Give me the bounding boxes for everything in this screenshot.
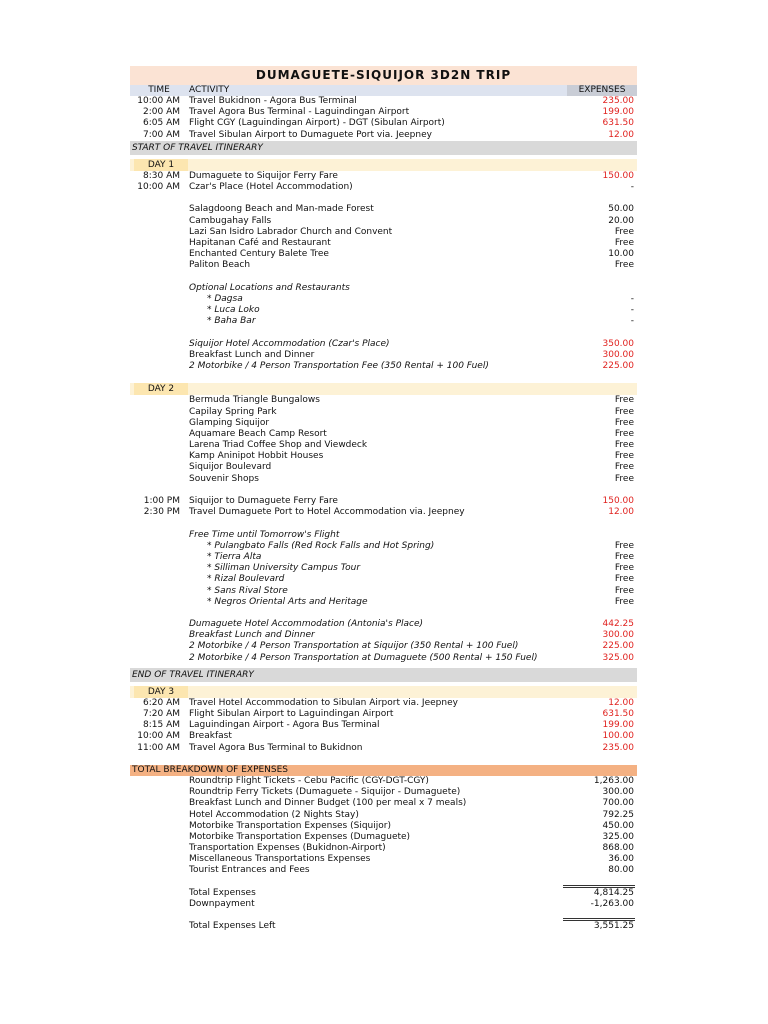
row-activity: Dumaguete to Siquijor Ferry Fare: [189, 170, 338, 181]
itinerary-row: [130, 821, 637, 832]
row-amount: -: [630, 316, 634, 327]
itinerary-row: [130, 574, 637, 585]
itinerary-row: [130, 96, 637, 107]
row-activity: * Sans Rival Store: [207, 585, 288, 596]
row-time: 10:00 AM: [137, 731, 180, 742]
itinerary-row: [130, 118, 637, 129]
row-amount: 235.00: [602, 96, 634, 106]
row-amount: 225.00: [602, 641, 634, 652]
sheet-title: DUMAGUETE-SIQUIJOR 3D2N TRIP: [130, 66, 637, 85]
row-activity: Siquijor to Dumaguete Ferry Fare: [189, 496, 338, 506]
time-header: TIME: [148, 85, 170, 95]
itinerary-row: [130, 854, 637, 865]
row-amount: 12.00: [608, 697, 634, 708]
row-time: 10:00 AM: [137, 96, 180, 106]
start-itinerary-banner: START OF TRAVEL ITINERARY: [130, 141, 637, 155]
day2-header: [130, 383, 637, 395]
itinerary-row: [130, 238, 637, 249]
row-activity: Travel Dumaguete Port to Hotel Accommodation via. Jeepney: [189, 507, 465, 518]
row-amount: 100.00: [602, 731, 634, 742]
itinerary-row: [130, 407, 637, 418]
row-amount: Free: [614, 406, 634, 417]
row-time: 8:15 AM: [143, 720, 180, 731]
row-amount: 10.00: [608, 249, 634, 260]
row-amount: Free: [614, 574, 634, 585]
row-time: 6:20 AM: [143, 697, 180, 708]
row-activity: Enchanted Century Balete Tree: [189, 249, 329, 260]
row-activity: Capilay Spring Park: [189, 406, 277, 417]
day1-optional-list: [130, 294, 637, 328]
itinerary-row: [130, 171, 637, 182]
row-time: 6:05 AM: [143, 118, 180, 129]
row-amount: 700.00: [602, 798, 634, 809]
total-left-label: Total Expenses Left: [189, 921, 276, 932]
day2-costs-list: [130, 619, 637, 664]
row-amount: -: [630, 293, 634, 304]
day1-optional-heading: Optional Locations and Restaurants: [189, 282, 350, 293]
row-activity: Siquijor Hotel Accommodation (Czar's Place): [189, 338, 390, 349]
row-activity: * Tierra Alta: [207, 551, 262, 562]
row-time: 2:00 AM: [143, 107, 180, 118]
row-amount: Free: [614, 451, 634, 462]
row-activity: Travel Agora Bus Terminal to Bukidnon: [189, 742, 363, 753]
row-activity: Transportation Expenses (Bukidnon-Airport): [189, 843, 386, 854]
itinerary-row: [130, 204, 637, 215]
total-expenses-label: Total Expenses: [189, 887, 256, 898]
itinerary-row: [130, 597, 637, 608]
row-amount: Free: [614, 226, 634, 237]
row-amount: 325.00: [602, 831, 634, 842]
row-amount: -: [630, 181, 634, 192]
itinerary-row: [130, 586, 637, 597]
row-activity: Hotel Accommodation (2 Nights Stay): [189, 809, 359, 820]
row-amount: Free: [614, 596, 634, 607]
itinerary-row: [130, 709, 637, 720]
itinerary-row: [130, 641, 637, 652]
row-time: 8:30 AM: [143, 170, 180, 181]
row-activity: * Rizal Boulevard: [207, 574, 285, 585]
row-activity: Dumaguete Hotel Accommodation (Antonia's Place): [189, 619, 424, 630]
row-amount: Free: [614, 417, 634, 428]
row-time: 1:00 PM: [143, 496, 180, 506]
day3-list: [130, 698, 637, 754]
row-time: 7:00 AM: [143, 129, 180, 140]
row-activity: Motorbike Transportation Expenses (Dumaguete): [189, 831, 411, 842]
row-amount: 300.00: [602, 630, 634, 641]
itinerary-row: [130, 260, 637, 271]
row-amount: Free: [614, 563, 634, 574]
row-activity: * Dagsa: [207, 293, 243, 304]
row-amount: Free: [614, 260, 634, 271]
row-activity: Cambugahay Falls: [189, 215, 272, 226]
row-amount: Free: [614, 462, 634, 473]
itinerary-row: [130, 294, 637, 305]
itinerary-row: [130, 563, 637, 574]
day1-spots-list: [130, 204, 637, 271]
itinerary-row: [130, 630, 637, 641]
row-activity: * Luca Loko: [207, 305, 260, 315]
row-activity: Kamp Aninipot Hobbit Houses: [189, 451, 324, 462]
itinerary-row: [130, 731, 637, 742]
row-amount: 1,263.00: [593, 775, 634, 786]
itinerary-row: [130, 216, 637, 227]
row-amount: 50.00: [608, 204, 634, 215]
row-activity: Miscellaneous Transportations Expenses: [189, 854, 371, 865]
day1-transport-list: [130, 171, 637, 193]
row-activity: Breakfast Lunch and Dinner: [189, 630, 315, 641]
row-activity: Breakfast Lunch and Dinner: [189, 349, 315, 360]
total-expenses-amount: 4,814.25: [593, 887, 634, 898]
day2-free-list: [130, 541, 637, 608]
row-amount: Free: [614, 540, 634, 551]
itinerary-row: [130, 776, 637, 787]
row-amount: 235.00: [602, 742, 634, 753]
row-activity: Lazi San Isidro Labrador Church and Convent: [189, 226, 393, 237]
row-amount: Free: [614, 440, 634, 451]
row-amount: 12.00: [608, 507, 634, 518]
row-time: 11:00 AM: [137, 742, 180, 753]
itinerary-row: [130, 227, 637, 238]
itinerary-row: [130, 451, 637, 462]
day2-label: DAY 2: [134, 383, 188, 395]
row-amount: 20.00: [608, 215, 634, 226]
expenses-header: EXPENSES: [567, 85, 637, 96]
row-amount: Free: [614, 473, 634, 484]
itinerary-row: [130, 843, 637, 854]
itinerary-row: [130, 395, 637, 406]
row-amount: 350.00: [602, 338, 634, 349]
row-activity: Travel Sibulan Airport to Dumaguete Port via. Jeepney: [189, 129, 432, 140]
row-amount: 150.00: [602, 170, 634, 181]
row-amount: Free: [614, 395, 634, 406]
itinerary-row: [130, 107, 637, 118]
itinerary-row: [130, 653, 637, 664]
end-itinerary-banner: END OF TRAVEL ITINERARY: [130, 668, 637, 682]
pre-travel-list: [130, 96, 637, 141]
breakdown-banner: TOTAL BREAKDOWN OF EXPENSES: [130, 765, 637, 776]
row-amount: -: [630, 305, 634, 315]
itinerary-row: [130, 361, 637, 372]
row-amount: 225.00: [602, 360, 634, 371]
row-activity: 2 Motorbike / 4 Person Transportation at Dumaguete (500 Rental + 150 Fuel): [189, 652, 538, 663]
itinerary-row: [130, 496, 637, 507]
day3-header: [130, 686, 637, 698]
itinerary-row: [130, 130, 637, 141]
row-activity: Motorbike Transportation Expenses (Siquijor): [189, 820, 391, 831]
row-amount: 442.25: [602, 619, 634, 630]
row-activity: Travel Agora Bus Terminal - Laguindingan Airport: [189, 107, 410, 118]
row-time: 10:00 AM: [137, 181, 180, 192]
downpayment-row: [130, 899, 637, 910]
activity-header: ACTIVITY: [189, 85, 230, 95]
day1-header: [130, 159, 637, 171]
row-activity: Breakfast: [189, 731, 232, 742]
itinerary-row: [130, 350, 637, 361]
day3-label: DAY 3: [134, 686, 188, 698]
itinerary-row: [130, 743, 637, 754]
row-amount: Free: [614, 585, 634, 596]
row-amount: 300.00: [602, 349, 634, 360]
row-activity: Laguindingan Airport - Agora Bus Terminal: [189, 720, 380, 731]
row-amount: 80.00: [608, 865, 634, 876]
row-activity: Paliton Beach: [189, 260, 251, 271]
row-amount: 150.00: [602, 496, 634, 506]
row-amount: Free: [614, 428, 634, 439]
row-time: 7:20 AM: [143, 709, 180, 719]
itinerary-row: [130, 474, 637, 485]
breakdown-list: [130, 776, 637, 877]
itinerary-row: [130, 865, 637, 876]
row-activity: Czar's Place (Hotel Accommodation): [189, 181, 353, 192]
itinerary-row: [130, 698, 637, 709]
itinerary-row: [130, 507, 637, 518]
row-activity: Souvenir Shops: [189, 473, 259, 484]
row-activity: Salagdoong Beach and Man-made Forest: [189, 204, 374, 215]
itinerary-row: [130, 787, 637, 798]
row-activity: Flight CGY (Laguindingan Airport) - DGT (Sibulan Airport): [189, 118, 445, 129]
row-activity: Roundtrip Ferry Tickets (Dumaguete - Siquijor - Dumaguete): [189, 787, 461, 798]
day1-label: DAY 1: [134, 159, 188, 171]
row-amount: 631.50: [602, 709, 634, 719]
row-amount: 631.50: [602, 118, 634, 129]
row-activity: Travel Hotel Accommodation to Sibulan Airport via. Jeepney: [189, 697, 458, 708]
itinerary-row: [130, 832, 637, 843]
row-amount: 12.00: [608, 129, 634, 140]
itinerary-row: [130, 305, 637, 316]
row-amount: 450.00: [602, 820, 634, 831]
total-left-amount: 3,551.25: [593, 921, 634, 932]
row-activity: * Negros Oriental Arts and Heritage: [207, 596, 368, 607]
itinerary-row: [130, 339, 637, 350]
total-expenses-row: [130, 888, 637, 899]
itinerary-row: [130, 810, 637, 821]
row-activity: Roundtrip Flight Tickets - Cebu Pacific (CGY-DGT-CGY): [189, 775, 429, 786]
row-activity: * Silliman University Campus Tour: [207, 563, 361, 574]
itinerary-row: [130, 798, 637, 809]
itinerary-row: [130, 182, 637, 193]
itinerary-row: [130, 440, 637, 451]
downpayment-amount: -1,263.00: [590, 899, 634, 909]
row-activity: Bermuda Triangle Bungalows: [189, 395, 320, 406]
downpayment-label: Downpayment: [189, 899, 255, 909]
day2-free-heading: Free Time until Tomorrow's Flight: [189, 529, 340, 540]
row-activity: Glamping Siquijor: [189, 417, 270, 428]
day1-costs-list: [130, 339, 637, 373]
column-headers: [130, 85, 637, 96]
row-activity: Travel Bukidnon - Agora Bus Terminal: [189, 96, 357, 106]
row-amount: Free: [614, 551, 634, 562]
itinerary-row: [130, 619, 637, 630]
row-activity: Tourist Entrances and Fees: [189, 865, 310, 876]
row-activity: Aquamare Beach Camp Resort: [189, 428, 327, 439]
row-amount: 792.25: [602, 809, 634, 820]
itinerary-row: [130, 316, 637, 327]
row-activity: Larena Triad Coffee Shop and Viewdeck: [189, 440, 368, 451]
itinerary-row: [130, 249, 637, 260]
row-activity: 2 Motorbike / 4 Person Transportation at Siquijor (350 Rental + 100 Fuel): [189, 641, 519, 652]
row-amount: 36.00: [608, 854, 634, 865]
itinerary-row: [130, 418, 637, 429]
row-activity: * Pulangbato Falls (Red Rock Falls and Hot Spring): [207, 540, 435, 551]
row-activity: Flight Sibulan Airport to Laguindingan Airport: [189, 709, 394, 719]
itinerary-row: [130, 552, 637, 563]
row-amount: 300.00: [602, 787, 634, 798]
itinerary-row: [130, 720, 637, 731]
row-activity: Breakfast Lunch and Dinner Budget (100 per meal x 7 meals): [189, 798, 467, 809]
itinerary-row: [130, 429, 637, 440]
row-activity: Siquijor Boulevard: [189, 462, 272, 473]
row-amount: 199.00: [602, 720, 634, 731]
row-amount: 868.00: [602, 843, 634, 854]
day2-transport-list: [130, 496, 637, 518]
row-activity: * Baha Bar: [207, 316, 256, 327]
row-amount: Free: [614, 237, 634, 248]
row-time: 2:30 PM: [143, 507, 180, 518]
day2-spots-list: [130, 395, 637, 485]
row-amount: 325.00: [602, 652, 634, 663]
row-activity: Hapitanan Café and Restaurant: [189, 237, 331, 248]
row-amount: 199.00: [602, 107, 634, 118]
itinerary-row: [130, 462, 637, 473]
row-activity: 2 Motorbike / 4 Person Transportation Fee (350 Rental + 100 Fuel): [189, 360, 489, 371]
total-left-row: [130, 921, 637, 932]
itinerary-row: [130, 541, 637, 552]
itinerary-sheet: [130, 66, 637, 933]
